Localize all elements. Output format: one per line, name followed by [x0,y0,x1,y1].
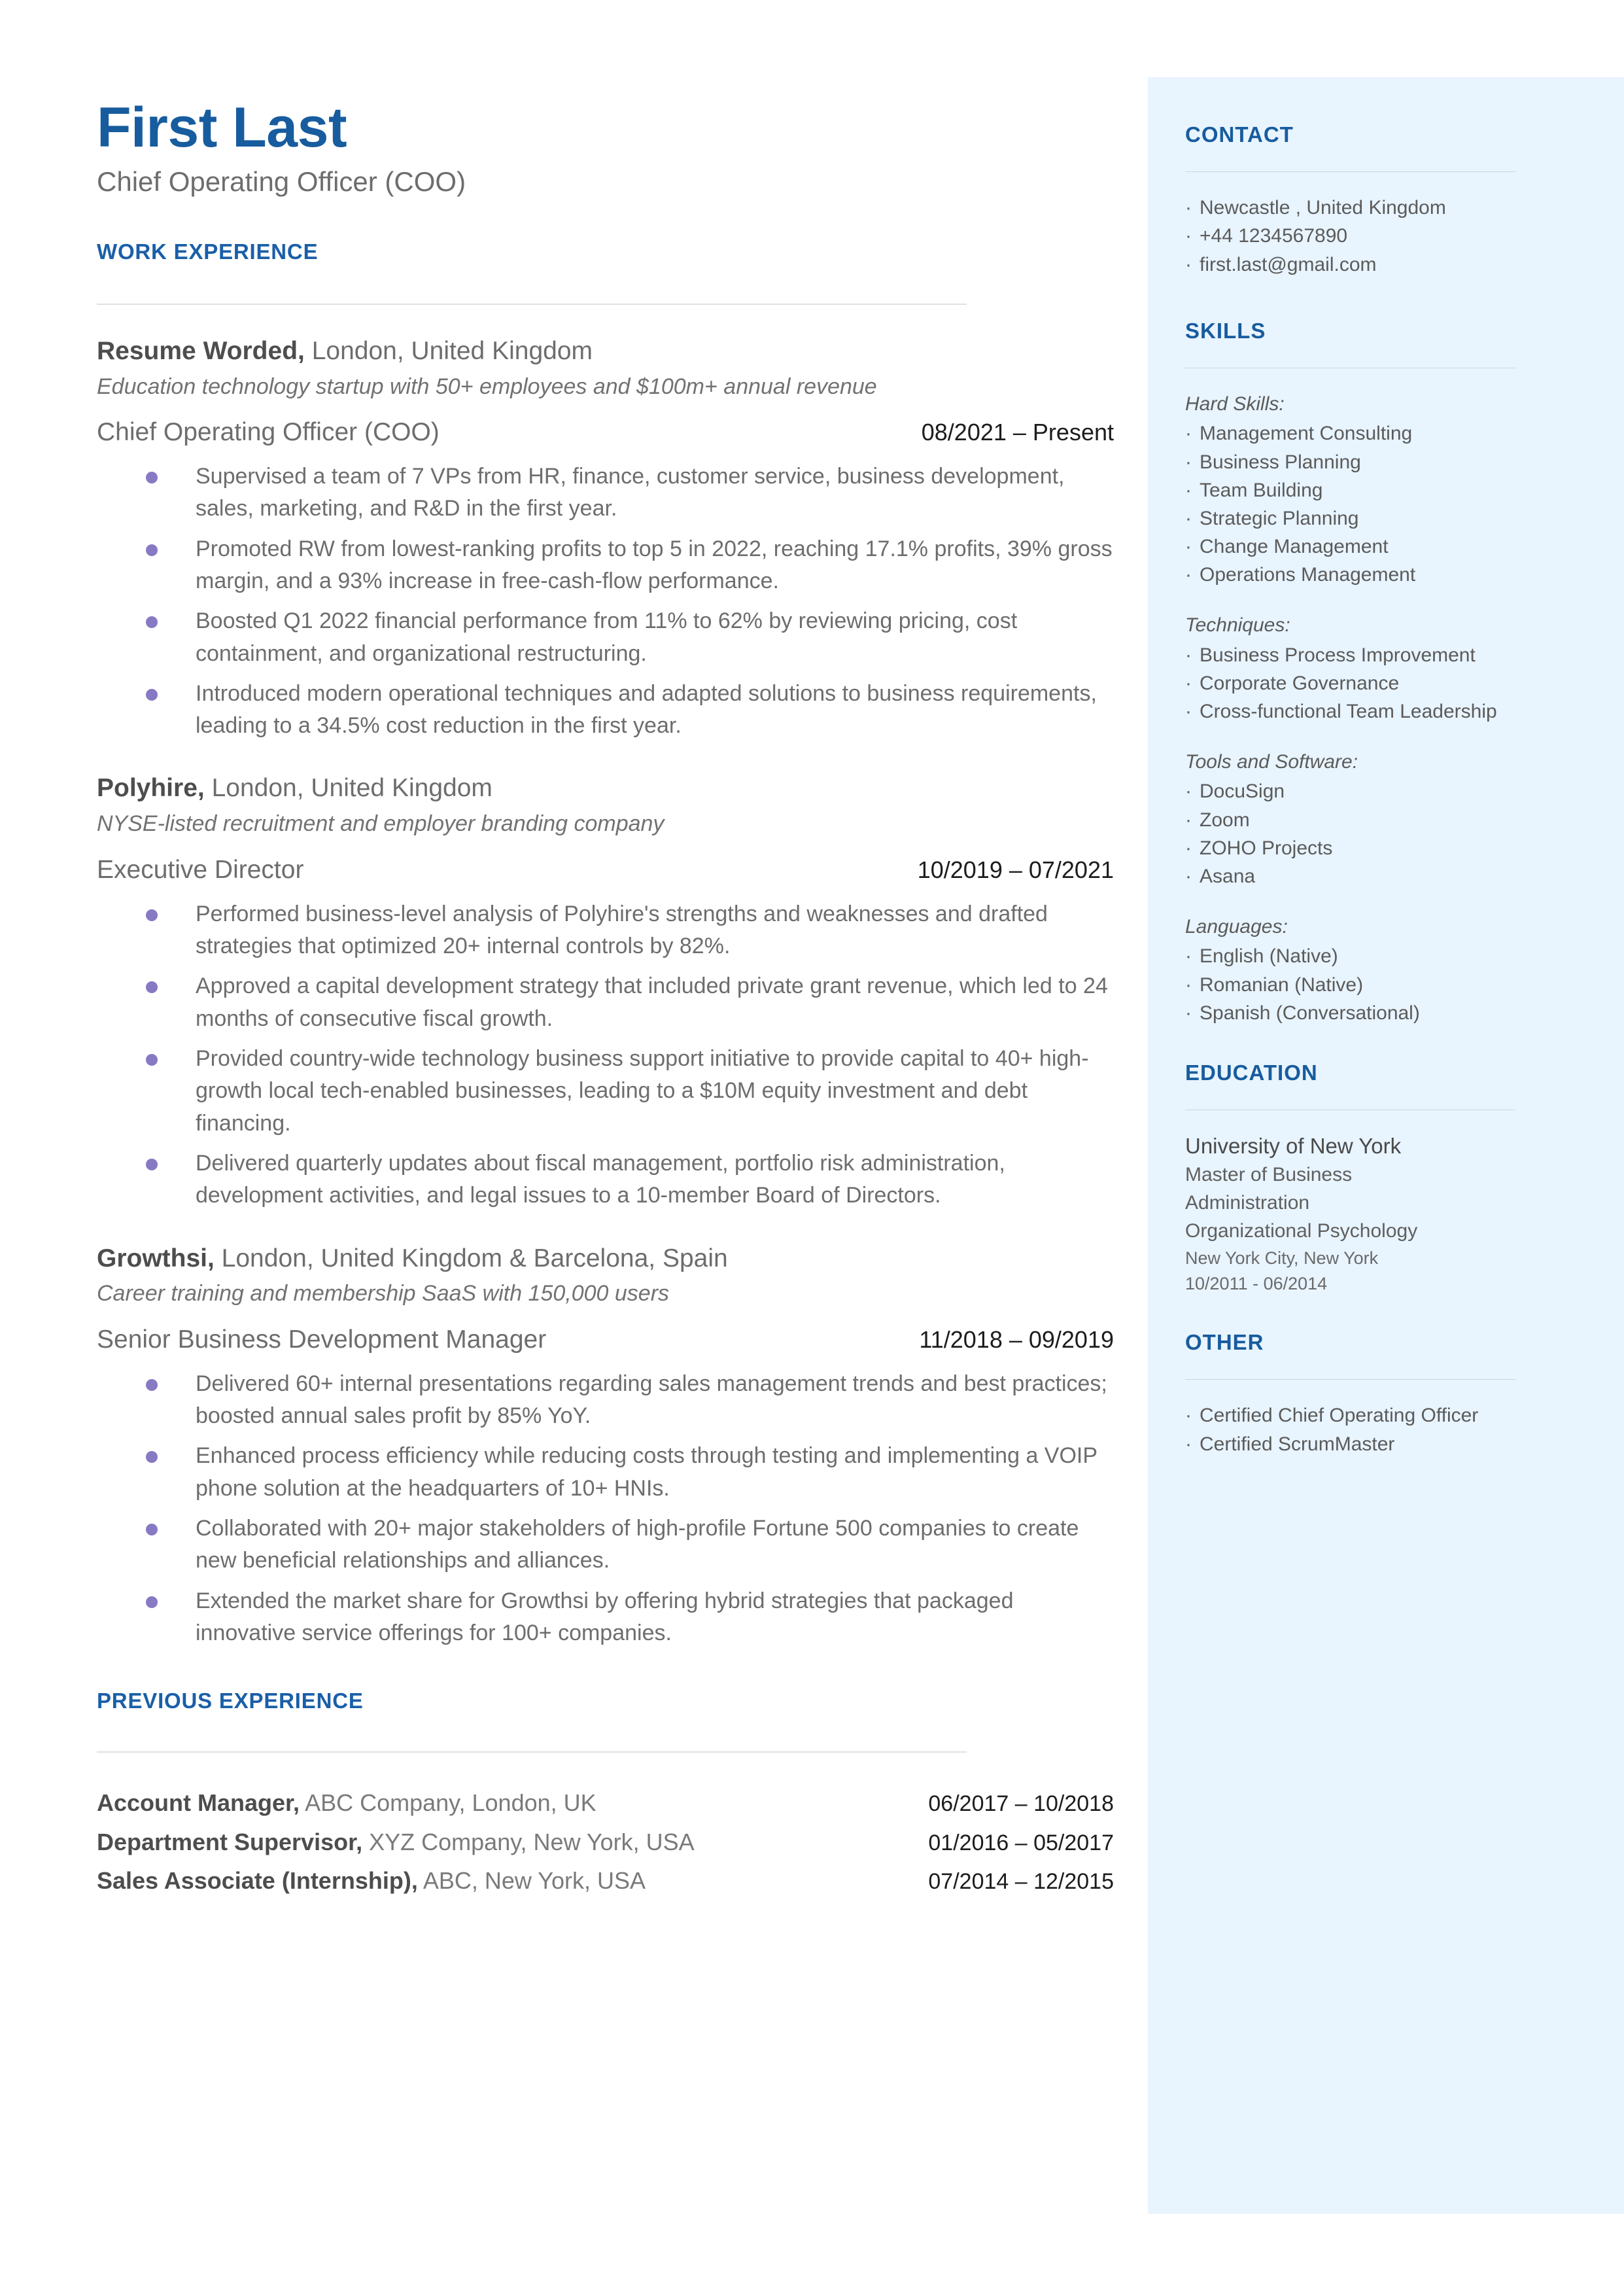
skill-label: Strategic Planning [1200,507,1359,529]
job-dates: 11/2018 – 09/2019 [919,1325,1114,1353]
tool-label: Asana [1200,865,1256,887]
list-item [97,970,1117,1035]
list-item [1185,251,1588,279]
contact-location: Newcastle , United Kingdom [1200,197,1446,219]
bullet-text: Delivered 60+ internal presentations regarding sales management trends and best practices; boosted annual sales profit by 85% YoY. [196,1371,1107,1429]
work-experience-divider [97,304,967,305]
skills-heading: SKILLS [1185,318,1266,343]
list-item [97,1585,1117,1650]
spacer [1185,589,1588,611]
bullet-text: Extended the market share for Growthsi by offering hybrid strategies that packaged innovative service offerings for 100+ companies. [196,1588,1014,1645]
languages-label: Languages: [1185,916,1288,938]
job-title-row [97,1323,1114,1356]
job-title: Executive Director [97,855,304,884]
job-entry [97,1242,1117,1650]
previous-job-dates: 07/2014 – 12/2015 [928,1869,1114,1895]
list-item [1185,971,1588,999]
list-item [1185,1401,1588,1429]
job-entry [97,335,1117,743]
bullet-icon: · [1185,809,1192,831]
table-row [97,1865,1114,1898]
job-company-name: Polyhire, [97,774,205,803]
bullet-icon [146,544,158,556]
language-label: English (Native) [1200,945,1338,968]
bullet-icon [146,616,158,628]
page-title: First Last [97,96,347,159]
bullet-icon: · [1185,225,1192,247]
other-heading: OTHER [1185,1330,1264,1355]
list-item [97,1513,1117,1577]
job-bullets [97,898,1117,1212]
tools-group [1185,748,1588,890]
sidebar [1148,77,1624,2214]
sidebar-section-contact [1185,123,1588,279]
skill-label: Change Management [1200,536,1389,558]
bullet-icon: · [1185,644,1192,666]
job-dates: 08/2021 – Present [921,419,1114,446]
job-company-line [97,1242,1117,1275]
list-item [1185,669,1588,697]
other-divider [1185,1379,1515,1380]
bullet-icon: · [1185,253,1192,275]
bullet-icon: · [1185,672,1192,694]
bullet-icon: · [1185,451,1192,473]
list-item [1185,697,1588,726]
list-item [1185,561,1588,589]
previous-experience-heading: PREVIOUS EXPERIENCE [97,1689,364,1713]
main-column [97,98,1117,1898]
list-item [1185,777,1588,805]
bullet-text: Performed business-level analysis of Polyhire's strengths and weaknesses and drafted strategies that optimized 20+ internal controls by 82%. [196,901,1048,959]
job-title: Senior Business Development Manager [97,1325,547,1354]
previous-experience-divider [97,1751,967,1753]
skill-label: Team Building [1200,479,1323,501]
bullet-text: Introduced modern operational techniques and adapted solutions to business requirements, leading to a 34.5% cost reduction in the first year. [196,680,1097,739]
bullet-text: Promoted RW from lowest-ranking profits to top 5 in 2022, reaching 17.1% profits, 39% gross margin, and a 93% increase in free-cash-flow performance. [196,536,1113,593]
job-role-subtitle: Chief Operating Officer (COO) [97,166,466,198]
list-item [1185,641,1588,669]
skill-label: Business Planning [1200,451,1361,473]
list-item [1185,448,1588,476]
techniques-group [1185,611,1588,726]
sidebar-section-education [1185,1061,1588,1297]
skill-label: Operations Management [1200,564,1416,586]
previous-job-detail: ABC Company, London, UK [300,1789,596,1817]
bullet-icon: · [1185,564,1192,586]
bullet-icon [146,1596,158,1608]
list-item [1185,476,1588,504]
job-entry [97,772,1117,1212]
spacer [1185,726,1588,748]
list-item [97,533,1117,598]
spacer [1185,279,1588,319]
bullet-text: Enhanced process efficiency while reducing costs through testing and implementing a VOIP phone solution at the headquarters of 10+ HNIs. [196,1443,1097,1501]
bullet-icon: · [1185,507,1192,529]
job-company-description: Education technology startup with 50+ employees and $100m+ annual revenue [97,374,877,399]
technique-label: Corporate Governance [1200,672,1400,694]
education-heading: EDUCATION [1185,1060,1318,1085]
list-item [97,1440,1117,1505]
list-item [1185,834,1588,862]
job-company-location: London, United Kingdom & Barcelona, Spain [214,1244,728,1272]
bullet-icon [146,909,158,921]
previous-job-detail: XYZ Company, New York, USA [362,1828,695,1855]
education-entry [1185,1132,1588,1297]
job-company-name: Resume Worded, [97,336,305,365]
list-item [1185,806,1588,834]
job-company-name: Growthsi, [97,1244,215,1272]
list-item [1185,942,1588,970]
job-company-location: London, United Kingdom [204,774,492,803]
bullet-text: Provided country-wide technology business support initiative to provide capital to 40+ high-growth local tech-enabled businesses, leading to a $10M equity investment and debt financing. [196,1046,1089,1136]
bullet-icon: · [1185,973,1192,996]
bullet-icon [146,1159,158,1170]
bullet-icon [146,1379,158,1391]
bullet-icon: · [1185,536,1192,558]
table-row [97,1826,1114,1859]
previous-experience-list [97,1787,1117,1898]
contact-email[interactable]: first.last@gmail.com [1200,253,1377,275]
sidebar-section-other [1185,1331,1588,1458]
bullet-icon [146,1054,158,1066]
work-experience-heading: WORK EXPERIENCE [97,239,319,264]
job-bullets [97,1368,1117,1649]
job-title-row [97,416,1114,449]
list-item [97,461,1117,525]
education-school: University of New York [1185,1134,1402,1159]
certification-label: Certified Chief Operating Officer [1200,1405,1479,1427]
techniques-label: Techniques: [1185,614,1290,637]
job-company-line [97,772,1117,805]
list-item [1185,419,1588,447]
bullet-icon: · [1185,837,1192,859]
bullet-icon: · [1185,701,1192,723]
bullet-icon: · [1185,423,1192,445]
bullet-icon: · [1185,945,1192,968]
education-dates: 10/2011 - 06/2014 [1185,1273,1328,1293]
list-item [97,678,1117,743]
bullet-icon: · [1185,1002,1192,1024]
bullet-text: Approved a capital development strategy that included private grant revenue, which led to 24 months of consecutive fiscal growth. [196,973,1108,1031]
spacer [1185,1297,1588,1331]
previous-job-title: Account Manager, [97,1789,300,1817]
other-list [1185,1401,1588,1458]
bullet-icon: · [1185,1433,1192,1455]
job-dates: 10/2019 – 07/2021 [917,856,1114,883]
education-location: New York City, New York [1185,1248,1379,1268]
job-bullets [97,461,1117,742]
job-company-description: Career training and membership SaaS with 150,000 users [97,1281,670,1306]
previous-job-title: Department Supervisor, [97,1828,363,1855]
contact-divider [1185,171,1515,172]
language-label: Spanish (Conversational) [1200,1002,1420,1024]
hard-skills-label: Hard Skills: [1185,393,1285,415]
job-company-location: London, United Kingdom [304,336,593,365]
previous-job-line [97,1865,646,1897]
previous-job-dates: 06/2017 – 10/2018 [928,1791,1114,1817]
list-item [1185,533,1588,561]
previous-job-line [97,1787,596,1819]
bullet-icon: · [1185,197,1192,219]
education-degree-line-2: Administration [1185,1191,1310,1214]
job-title: Chief Operating Officer (COO) [97,418,440,447]
bullet-icon: · [1185,479,1192,501]
list-item [1185,194,1588,222]
list-item [97,605,1117,670]
sidebar-section-skills [1185,319,1588,1027]
table-row [97,1787,1114,1820]
languages-group [1185,913,1588,1027]
list-item [97,1043,1117,1140]
hard-skills-group [1185,390,1588,589]
spacer [1185,1027,1588,1061]
list-item [1185,504,1588,533]
list-item [97,898,1117,963]
tool-label: DocuSign [1200,780,1285,803]
list-item [1185,999,1588,1027]
previous-job-line [97,1826,695,1859]
tool-label: Zoom [1200,809,1250,831]
previous-job-dates: 01/2016 – 05/2017 [928,1830,1114,1855]
job-title-row [97,854,1114,886]
list-item [1185,1430,1588,1458]
contact-phone: +44 1234567890 [1200,225,1348,247]
bullet-icon [146,1524,158,1535]
list-item [97,1148,1117,1212]
job-company-line [97,335,1117,368]
bullet-icon [146,1451,158,1463]
technique-label: Cross-functional Team Leadership [1200,701,1497,723]
contact-list [1185,194,1588,279]
bullet-icon [146,689,158,701]
tool-label: ZOHO Projects [1200,837,1333,859]
spacer [1185,890,1588,913]
language-label: Romanian (Native) [1200,973,1364,996]
tools-label: Tools and Software: [1185,751,1358,773]
bullet-text: Collaborated with 20+ major stakeholders of high-profile Fortune 500 companies to create new beneficial relationships and alliances. [196,1516,1079,1573]
list-item [1185,862,1588,890]
bullet-text: Supervised a team of 7 VPs from HR, finance, customer service, business development, sales, marketing, and R&D in the first year. [196,464,1065,521]
bullet-icon: · [1185,1405,1192,1427]
contact-heading: CONTACT [1185,122,1294,147]
previous-job-title: Sales Associate (Internship), [97,1867,418,1895]
list-item [1185,222,1588,250]
bullet-text: Boosted Q1 2022 financial performance from 11% to 62% by reviewing pricing, cost containment, and organizational restructuring. [196,608,1018,666]
job-company-description: NYSE-listed recruitment and employer branding company [97,811,665,837]
bullet-icon [146,472,158,483]
certification-label: Certified ScrumMaster [1200,1433,1395,1455]
bullet-text: Delivered quarterly updates about fiscal management, portfolio risk administration, development activities, and legal issues to a 10-member Board of Directors. [196,1150,1005,1208]
bullet-icon: · [1185,865,1192,887]
education-degree-line-1: Master of Business [1185,1164,1353,1186]
previous-job-detail: ABC, New York, USA [417,1867,646,1895]
list-item [97,1368,1117,1433]
technique-label: Business Process Improvement [1200,644,1476,666]
bullet-icon [146,981,158,993]
skill-label: Management Consulting [1200,423,1413,445]
bullet-icon: · [1185,780,1192,803]
education-field: Organizational Psychology [1185,1219,1418,1242]
